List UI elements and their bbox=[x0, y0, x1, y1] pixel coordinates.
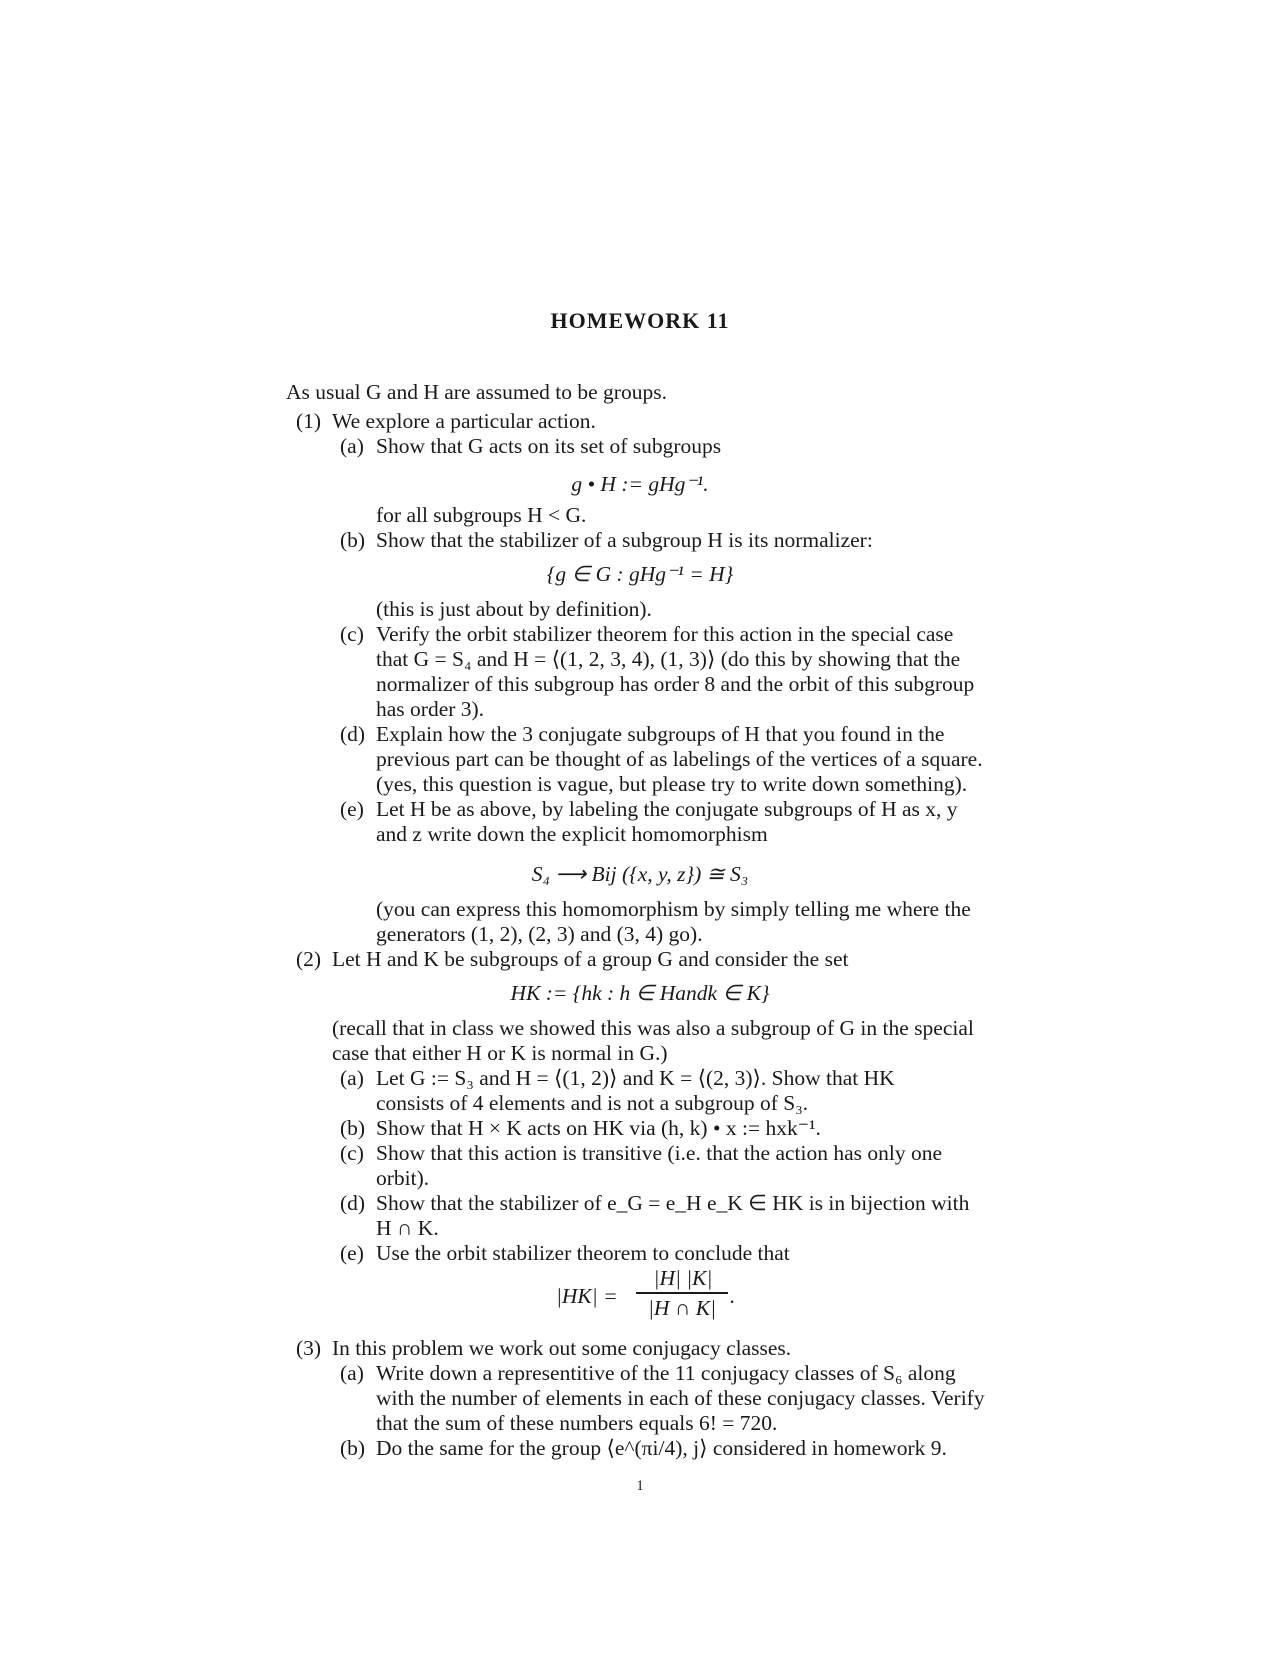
problem-2e-period: . bbox=[730, 1284, 736, 1308]
problem-2a-label: (a) bbox=[340, 1066, 364, 1090]
problem-2d-label: (d) bbox=[340, 1191, 366, 1215]
problem-3-text: In this problem we work out some conjugacy classes. bbox=[332, 1336, 792, 1360]
problem-2-equation: HK := {hk : h ∈ Handk ∈ K} bbox=[510, 981, 770, 1005]
problem-1d-line-1: Explain how the 3 conjugate subgroups of H that you found in the bbox=[376, 722, 945, 746]
problem-2c-label: (c) bbox=[340, 1141, 364, 1165]
problem-1-text: We explore a particular action. bbox=[332, 409, 596, 433]
problem-1d-line-3: (yes, this question is vague, but please try to write down something). bbox=[376, 772, 968, 796]
problem-1e-after-1: (you can express this homomorphism by simply telling me where the bbox=[376, 897, 971, 921]
problem-1a-label: (a) bbox=[340, 434, 364, 458]
problem-2-after-1: (recall that in class we showed this was also a subgroup of G in the special bbox=[332, 1016, 974, 1040]
problem-2e-line-1: Use the orbit stabilizer theorem to conclude that bbox=[376, 1241, 790, 1265]
problem-3b-label: (b) bbox=[340, 1436, 366, 1460]
problem-2e-label: (e) bbox=[340, 1241, 364, 1265]
problem-1b-equation: {g ∈ G : gHg⁻¹ = H} bbox=[546, 562, 734, 586]
problem-1c-line-2: that G = S₄ and H = ⟨(1, 2, 3, 4), (1, 3)⟩ (do this by showing that the bbox=[376, 647, 961, 671]
page-title: HOMEWORK 11 bbox=[550, 308, 730, 333]
problem-2e-denominator: |H ∩ K| bbox=[648, 1296, 716, 1320]
problem-2d-line-1: Show that the stabilizer of e_G = e_H e_K ∈ HK is in bijection with bbox=[376, 1191, 970, 1215]
problem-3a-line-1: Write down a representitive of the 11 conjugacy classes of S₆ along bbox=[376, 1361, 956, 1385]
problem-1b-after: (this is just about by definition). bbox=[376, 597, 652, 621]
problem-3b-line-1: Do the same for the group ⟨e^(πi/4), j⟩ considered in homework 9. bbox=[376, 1436, 947, 1460]
problem-1b-text: Show that the stabilizer of a subgroup H is its normalizer: bbox=[376, 528, 873, 552]
problem-2a-line-2: consists of 4 elements and is not a subgroup of S₃. bbox=[376, 1091, 809, 1115]
problem-2c-line-2: orbit). bbox=[376, 1166, 430, 1190]
problem-2e-numerator: |H| |K| bbox=[653, 1266, 713, 1290]
problem-1c-line-1: Verify the orbit stabilizer theorem for this action in the special case bbox=[376, 622, 954, 646]
problem-1a-text: Show that G acts on its set of subgroups bbox=[376, 434, 722, 458]
problem-1e-equation: S₄ ⟶ Bij ({x, y, z}) ≅ S₃ bbox=[531, 862, 749, 886]
problem-1e-line-2: and z write down the explicit homomorphism bbox=[376, 822, 768, 846]
intro-text: As usual G and H are assumed to be groups. bbox=[286, 380, 667, 404]
problem-1a-after: for all subgroups H < G. bbox=[376, 503, 587, 527]
problem-3a-label: (a) bbox=[340, 1361, 364, 1385]
problem-2a-line-1: Let G := S₃ and H = ⟨(1, 2)⟩ and K = ⟨(2, 3)⟩. Show that HK bbox=[376, 1066, 895, 1090]
problem-1a-equation: g • H := gHg⁻¹. bbox=[571, 472, 709, 496]
problem-2-after-2: case that either H or K is normal in G.) bbox=[332, 1041, 668, 1065]
problem-3a-line-3: that the sum of these numbers equals 6! = 720. bbox=[376, 1411, 778, 1435]
problem-3a-line-2: with the number of elements in each of these conjugacy classes. Verify bbox=[376, 1386, 985, 1410]
problem-1-number: (1) bbox=[296, 409, 322, 433]
problem-2c-line-1: Show that this action is transitive (i.e. that the action has only one bbox=[376, 1141, 943, 1165]
problem-1c-label: (c) bbox=[340, 622, 364, 646]
problem-1e-line-1: Let H be as above, by labeling the conjugate subgroups of H as x, y bbox=[376, 797, 958, 821]
problem-2b-label: (b) bbox=[340, 1116, 366, 1140]
problem-2-text: Let H and K be subgroups of a group G and consider the set bbox=[332, 947, 849, 971]
page-number: 1 bbox=[636, 1478, 644, 1494]
problem-1e-label: (e) bbox=[340, 797, 364, 821]
problem-1c-line-3: normalizer of this subgroup has order 8 and the orbit of this subgroup bbox=[376, 672, 975, 696]
problem-2-number: (2) bbox=[296, 947, 322, 971]
problem-3-number: (3) bbox=[296, 1336, 322, 1360]
problem-1d-line-2: previous part can be thought of as labelings of the vertices of a square. bbox=[376, 747, 983, 771]
problem-1e-after-2: generators (1, 2), (2, 3) and (3, 4) go). bbox=[376, 922, 703, 946]
problem-2e-lhs: |HK| = bbox=[556, 1284, 618, 1308]
problem-1d-label: (d) bbox=[340, 722, 366, 746]
fraction-bar bbox=[636, 1292, 728, 1294]
problem-1b-label: (b) bbox=[340, 528, 366, 552]
problem-2b-line-1: Show that H × K acts on HK via (h, k) • x := hxk⁻¹. bbox=[376, 1116, 821, 1140]
problem-2d-line-2: H ∩ K. bbox=[376, 1216, 439, 1240]
problem-1c-line-4: has order 3). bbox=[376, 697, 485, 721]
